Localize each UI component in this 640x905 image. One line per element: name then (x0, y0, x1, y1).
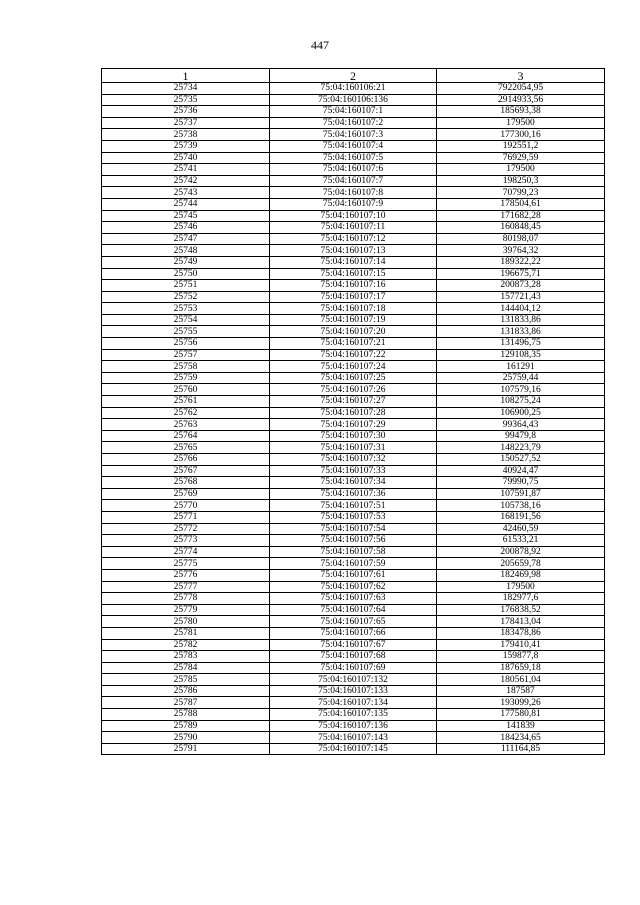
table-body (102, 83, 605, 755)
row-number-cell: 25751 (102, 280, 270, 292)
cadastral-number-cell: 75:04:160107:7 (270, 175, 437, 187)
table-row (102, 488, 605, 500)
cadastral-number-cell: 75:04:160107:27 (270, 396, 437, 408)
table-row (102, 314, 605, 326)
table-row (102, 175, 605, 187)
cadastral-number-cell: 75:04:160107:18 (270, 303, 437, 315)
row-number-cell: 25749 (102, 256, 270, 268)
row-number-cell: 25766 (102, 454, 270, 466)
table-row (102, 430, 605, 442)
cadastral-number-cell: 75:04:160107:11 (270, 222, 437, 234)
row-number-cell: 25750 (102, 268, 270, 280)
cadastral-number-cell: 75:04:160107:66 (270, 627, 437, 639)
value-cell: 205659,78 (437, 558, 605, 570)
table-row (102, 361, 605, 373)
table-row (102, 338, 605, 350)
row-number-cell: 25778 (102, 593, 270, 605)
header-row (102, 69, 605, 83)
row-number-cell: 25784 (102, 662, 270, 674)
row-number-cell: 25757 (102, 349, 270, 361)
row-number-cell: 25783 (102, 651, 270, 663)
cadastral-number-cell: 75:04:160107:32 (270, 454, 437, 466)
row-number-cell: 25744 (102, 198, 270, 210)
cadastral-number-cell: 75:04:160107:20 (270, 326, 437, 338)
table-row (102, 396, 605, 408)
cadastral-number-cell: 75:04:160107:64 (270, 604, 437, 616)
value-cell: 39764,32 (437, 245, 605, 257)
table-row (102, 94, 605, 106)
cadastral-number-cell: 75:04:160107:4 (270, 140, 437, 152)
row-number-cell: 25758 (102, 361, 270, 373)
value-cell: 150527,52 (437, 454, 605, 466)
value-cell: 99364,43 (437, 419, 605, 431)
row-number-cell: 25770 (102, 500, 270, 512)
table-row (102, 256, 605, 268)
table-row (102, 303, 605, 315)
value-cell: 182977,6 (437, 593, 605, 605)
row-number-cell: 25779 (102, 604, 270, 616)
value-cell: 76929,59 (437, 152, 605, 164)
cadastral-number-cell: 75:04:160107:14 (270, 256, 437, 268)
cadastral-number-cell: 75:04:160107:53 (270, 511, 437, 523)
cadastral-number-cell: 75:04:160107:136 (270, 720, 437, 732)
row-number-cell: 25742 (102, 175, 270, 187)
row-number-cell: 25735 (102, 94, 270, 106)
table-row (102, 140, 605, 152)
row-number-cell: 25764 (102, 430, 270, 442)
value-cell: 178413,04 (437, 616, 605, 628)
data-table (101, 68, 605, 755)
value-cell: 7922054,95 (437, 83, 605, 95)
value-cell: 196675,71 (437, 268, 605, 280)
row-number-cell: 25759 (102, 372, 270, 384)
row-number-cell: 25785 (102, 674, 270, 686)
table-row (102, 558, 605, 570)
cadastral-number-cell: 75:04:160107:2 (270, 117, 437, 129)
cadastral-number-cell: 75:04:160107:145 (270, 743, 437, 755)
cadastral-number-cell: 75:04:160107:30 (270, 430, 437, 442)
value-cell: 161291 (437, 361, 605, 373)
value-cell: 187587 (437, 685, 605, 697)
table-row (102, 569, 605, 581)
row-number-cell: 25767 (102, 465, 270, 477)
value-cell: 198250,3 (437, 175, 605, 187)
table-row (102, 523, 605, 535)
row-number-cell: 25739 (102, 140, 270, 152)
cadastral-number-cell: 75:04:160107:17 (270, 291, 437, 303)
cadastral-number-cell: 75:04:160107:13 (270, 245, 437, 257)
row-number-cell: 25761 (102, 396, 270, 408)
cadastral-number-cell: 75:04:160107:1 (270, 106, 437, 118)
cadastral-number-cell: 75:04:160107:63 (270, 593, 437, 605)
table-row (102, 535, 605, 547)
cadastral-number-cell: 75:04:160107:28 (270, 407, 437, 419)
value-cell: 179500 (437, 581, 605, 593)
value-cell: 108275,24 (437, 396, 605, 408)
table-row (102, 477, 605, 489)
value-cell: 168191,56 (437, 511, 605, 523)
cadastral-number-cell: 75:04:160107:29 (270, 419, 437, 431)
cadastral-number-cell: 75:04:160107:6 (270, 164, 437, 176)
table-row (102, 419, 605, 431)
row-number-cell: 25773 (102, 535, 270, 547)
value-cell: 200873,28 (437, 280, 605, 292)
row-number-cell: 25748 (102, 245, 270, 257)
value-cell: 176838,52 (437, 604, 605, 616)
value-cell: 141839 (437, 720, 605, 732)
value-cell: 183478,86 (437, 627, 605, 639)
value-cell: 105738,16 (437, 500, 605, 512)
value-cell: 25759,44 (437, 372, 605, 384)
table-row (102, 454, 605, 466)
table-row (102, 627, 605, 639)
cadastral-number-cell: 75:04:160107:3 (270, 129, 437, 141)
row-number-cell: 25771 (102, 511, 270, 523)
value-cell: 184234,65 (437, 732, 605, 744)
cadastral-number-cell: 75:04:160107:68 (270, 651, 437, 663)
table-row (102, 222, 605, 234)
table-row (102, 546, 605, 558)
row-number-cell: 25738 (102, 129, 270, 141)
row-number-cell: 25790 (102, 732, 270, 744)
table-row (102, 685, 605, 697)
table-row (102, 280, 605, 292)
value-cell: 2914933,56 (437, 94, 605, 106)
row-number-cell: 25760 (102, 384, 270, 396)
value-cell: 177300,16 (437, 129, 605, 141)
row-number-cell: 25780 (102, 616, 270, 628)
row-number-cell: 25774 (102, 546, 270, 558)
cadastral-number-cell: 75:04:160107:8 (270, 187, 437, 199)
value-cell: 179410,41 (437, 639, 605, 651)
value-cell: 40924,47 (437, 465, 605, 477)
cadastral-number-cell: 75:04:160107:58 (270, 546, 437, 558)
cadastral-number-cell: 75:04:160107:22 (270, 349, 437, 361)
row-number-cell: 25756 (102, 338, 270, 350)
cadastral-number-cell: 75:04:160107:12 (270, 233, 437, 245)
row-number-cell: 25791 (102, 743, 270, 755)
row-number-cell: 25777 (102, 581, 270, 593)
table-row (102, 291, 605, 303)
row-number-cell: 25737 (102, 117, 270, 129)
row-number-cell: 25741 (102, 164, 270, 176)
row-number-cell: 25789 (102, 720, 270, 732)
table-row (102, 720, 605, 732)
row-number-cell: 25781 (102, 627, 270, 639)
cadastral-number-cell: 75:04:160107:133 (270, 685, 437, 697)
table-row (102, 198, 605, 210)
cadastral-number-cell: 75:04:160107:67 (270, 639, 437, 651)
table-row (102, 639, 605, 651)
cadastral-number-cell: 75:04:160107:51 (270, 500, 437, 512)
table-row (102, 129, 605, 141)
table-row (102, 500, 605, 512)
cadastral-number-cell: 75:04:160107:5 (270, 152, 437, 164)
value-cell: 160848,45 (437, 222, 605, 234)
table-row (102, 616, 605, 628)
table-row (102, 187, 605, 199)
row-number-cell: 25786 (102, 685, 270, 697)
table-row (102, 709, 605, 721)
row-number-cell: 25753 (102, 303, 270, 315)
row-number-cell: 25752 (102, 291, 270, 303)
value-cell: 157721,43 (437, 291, 605, 303)
cadastral-number-cell: 75:04:160106:136 (270, 94, 437, 106)
cadastral-number-cell: 75:04:160107:143 (270, 732, 437, 744)
row-number-cell: 25782 (102, 639, 270, 651)
page-number: 447 (311, 38, 329, 52)
table-row (102, 210, 605, 222)
cadastral-number-cell: 75:04:160107:25 (270, 372, 437, 384)
row-number-cell: 25745 (102, 210, 270, 222)
value-cell: 193099,26 (437, 697, 605, 709)
row-number-cell: 25768 (102, 477, 270, 489)
value-cell: 179500 (437, 164, 605, 176)
table-row (102, 407, 605, 419)
cadastral-number-cell: 75:04:160107:62 (270, 581, 437, 593)
cadastral-number-cell: 75:04:160107:54 (270, 523, 437, 535)
table-row (102, 372, 605, 384)
table-row (102, 152, 605, 164)
value-cell: 177580,81 (437, 709, 605, 721)
value-cell: 148223,79 (437, 442, 605, 454)
cadastral-number-cell: 75:04:160107:21 (270, 338, 437, 350)
cadastral-number-cell: 75:04:160107:56 (270, 535, 437, 547)
value-cell: 144404,12 (437, 303, 605, 315)
value-cell: 107579,16 (437, 384, 605, 396)
cadastral-number-cell: 75:04:160107:24 (270, 361, 437, 373)
value-cell: 179500 (437, 117, 605, 129)
table-row (102, 106, 605, 118)
table-row (102, 384, 605, 396)
table-row (102, 662, 605, 674)
table-row (102, 164, 605, 176)
table-row (102, 651, 605, 663)
column-header-3: 3 (437, 69, 605, 83)
row-number-cell: 25775 (102, 558, 270, 570)
value-cell: 79990,75 (437, 477, 605, 489)
row-number-cell: 25769 (102, 488, 270, 500)
row-number-cell: 25776 (102, 569, 270, 581)
value-cell: 107591,87 (437, 488, 605, 500)
row-number-cell: 25787 (102, 697, 270, 709)
row-number-cell: 25736 (102, 106, 270, 118)
table-row (102, 83, 605, 95)
cadastral-number-cell: 75:04:160107:69 (270, 662, 437, 674)
value-cell: 159877,8 (437, 651, 605, 663)
value-cell: 200878,92 (437, 546, 605, 558)
value-cell: 131833,86 (437, 326, 605, 338)
value-cell: 106900,25 (437, 407, 605, 419)
value-cell: 187659,18 (437, 662, 605, 674)
cadastral-number-cell: 75:04:160107:15 (270, 268, 437, 280)
value-cell: 42460,59 (437, 523, 605, 535)
table-row (102, 268, 605, 280)
value-cell: 178504,61 (437, 198, 605, 210)
table-row (102, 732, 605, 744)
table-row (102, 245, 605, 257)
row-number-cell: 25762 (102, 407, 270, 419)
cadastral-number-cell: 75:04:160107:9 (270, 198, 437, 210)
table-row (102, 581, 605, 593)
value-cell: 111164,85 (437, 743, 605, 755)
cadastral-number-cell: 75:04:160107:132 (270, 674, 437, 686)
table-row (102, 604, 605, 616)
cadastral-number-cell: 75:04:160107:19 (270, 314, 437, 326)
cadastral-number-cell: 75:04:160107:33 (270, 465, 437, 477)
cadastral-number-cell: 75:04:160107:65 (270, 616, 437, 628)
table-row (102, 593, 605, 605)
table-row (102, 326, 605, 338)
row-number-cell: 25740 (102, 152, 270, 164)
table-row (102, 697, 605, 709)
table-row (102, 674, 605, 686)
row-number-cell: 25746 (102, 222, 270, 234)
table-row (102, 442, 605, 454)
row-number-cell: 25734 (102, 83, 270, 95)
cadastral-number-cell: 75:04:160106:21 (270, 83, 437, 95)
value-cell: 131833,86 (437, 314, 605, 326)
table-row (102, 511, 605, 523)
row-number-cell: 25747 (102, 233, 270, 245)
table-row (102, 233, 605, 245)
value-cell: 185693,38 (437, 106, 605, 118)
cadastral-number-cell: 75:04:160107:31 (270, 442, 437, 454)
value-cell: 192551,2 (437, 140, 605, 152)
value-cell: 99479,8 (437, 430, 605, 442)
row-number-cell: 25788 (102, 709, 270, 721)
value-cell: 189322,22 (437, 256, 605, 268)
cadastral-number-cell: 75:04:160107:16 (270, 280, 437, 292)
column-header-2: 2 (270, 69, 437, 83)
table-row (102, 349, 605, 361)
table-row (102, 743, 605, 755)
cadastral-number-cell: 75:04:160107:134 (270, 697, 437, 709)
row-number-cell: 25755 (102, 326, 270, 338)
cadastral-number-cell: 75:04:160107:36 (270, 488, 437, 500)
row-number-cell: 25763 (102, 419, 270, 431)
row-number-cell: 25754 (102, 314, 270, 326)
value-cell: 180561,04 (437, 674, 605, 686)
table-row (102, 465, 605, 477)
column-header-1: 1 (102, 69, 270, 83)
row-number-cell: 25765 (102, 442, 270, 454)
value-cell: 61533,21 (437, 535, 605, 547)
value-cell: 129108,35 (437, 349, 605, 361)
cadastral-number-cell: 75:04:160107:10 (270, 210, 437, 222)
value-cell: 131496,75 (437, 338, 605, 350)
cadastral-number-cell: 75:04:160107:59 (270, 558, 437, 570)
value-cell: 80198,07 (437, 233, 605, 245)
cadastral-number-cell: 75:04:160107:61 (270, 569, 437, 581)
table-row (102, 117, 605, 129)
cadastral-number-cell: 75:04:160107:135 (270, 709, 437, 721)
value-cell: 182469,98 (437, 569, 605, 581)
row-number-cell: 25743 (102, 187, 270, 199)
cadastral-number-cell: 75:04:160107:34 (270, 477, 437, 489)
value-cell: 70799,23 (437, 187, 605, 199)
row-number-cell: 25772 (102, 523, 270, 535)
cadastral-number-cell: 75:04:160107:26 (270, 384, 437, 396)
value-cell: 171682,28 (437, 210, 605, 222)
